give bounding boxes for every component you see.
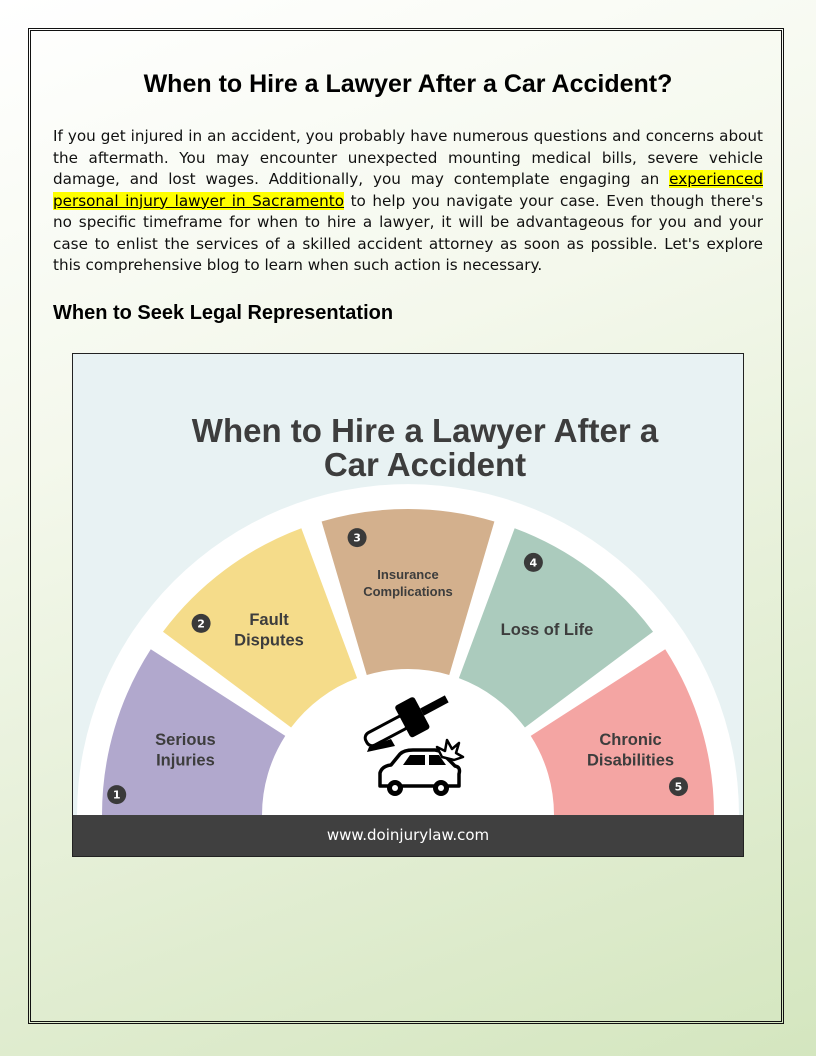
- segment-1-label-line1: Serious: [155, 731, 216, 750]
- sacramento-lawyer-link[interactable]: experienced personal injury lawyer in Sacramento: [53, 170, 763, 210]
- infographic-title-line1: When to Hire a Lawyer After a: [191, 412, 659, 449]
- segment-2-number: 2: [197, 617, 205, 631]
- segment-2-label-line1: Fault: [249, 610, 289, 629]
- infographic-title-line2: Car Accident: [323, 446, 527, 483]
- segment-4-label-line1: Loss of Life: [500, 621, 594, 640]
- segment-5-label-line2: Disabilities: [586, 751, 675, 770]
- infographic-graphic: [73, 354, 743, 856]
- segment-1-label-line2: Injuries: [156, 751, 215, 770]
- segment-3-label-line1: Insurance: [377, 567, 439, 583]
- segment-1-number: 1: [112, 788, 121, 802]
- intro-text-before: If you get injured in an accident, you probably have numerous questions and concerns about the aftermath. You may encounter unexpected mounting medical bills, severe vehicle damage, and lost wages. Additionally, you may contemplate engaging an: [53, 127, 763, 188]
- segment-5-number: 5: [674, 780, 683, 794]
- footer-url: www.doinjurylaw.com: [326, 826, 490, 844]
- segment-3-number: 3: [353, 531, 361, 545]
- intro-paragraph: [53, 126, 763, 277]
- page-title: When to Hire a Lawyer After a Car Accident?: [143, 70, 673, 98]
- segment-5-label-line1: Chronic: [599, 731, 662, 750]
- infographic: [72, 353, 744, 857]
- intro-text-after: to help you navigate your case. Even though there's no specific timeframe for when to hire a lawyer, it will be advantageous for you and your case to enlist the services of a skilled accident attorney as soon as possible. Let's explore this comprehensive blog to learn when such action is necessary.: [53, 191, 764, 274]
- segment-2-label-line2: Disputes: [234, 631, 304, 650]
- section-heading: When to Seek Legal Representation: [53, 302, 394, 324]
- segment-3-label-line2: Complications: [363, 584, 453, 600]
- segment-4-number: 4: [529, 556, 538, 570]
